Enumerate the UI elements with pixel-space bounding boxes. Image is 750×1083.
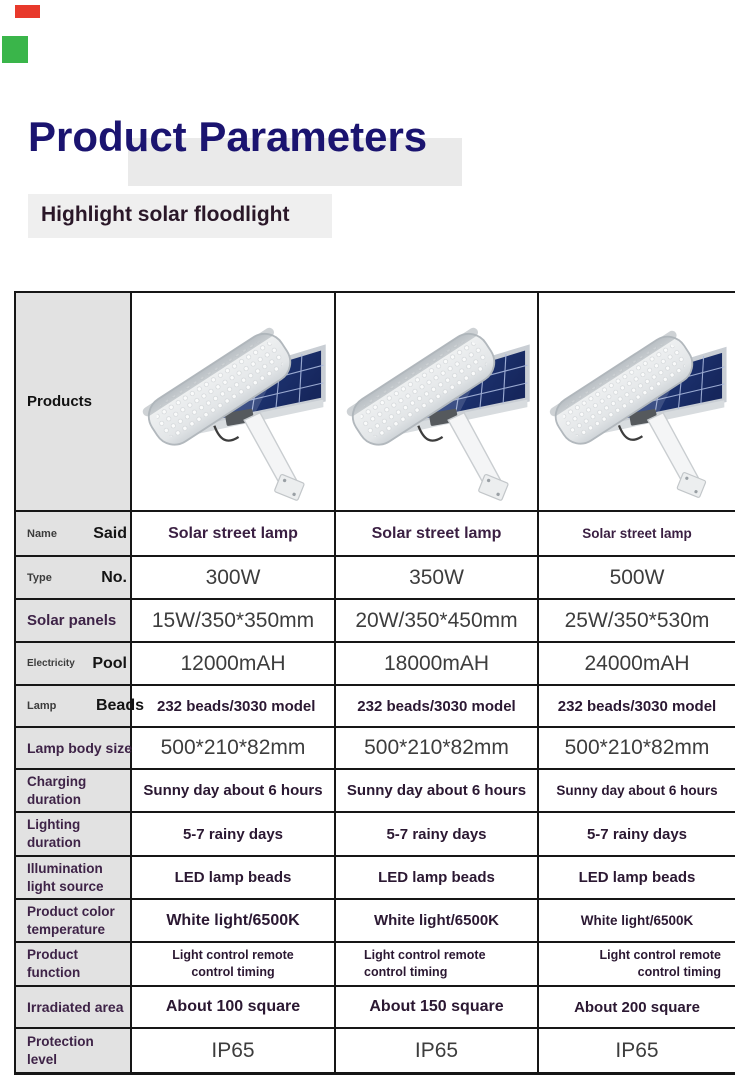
value-area-2: About 150 square bbox=[336, 987, 539, 1029]
value-function-2: Light control remote control timing bbox=[336, 943, 539, 987]
label-pool: Pool bbox=[92, 654, 127, 672]
value-lighting-3: 5-7 rainy days bbox=[539, 813, 735, 857]
value-name-2: Solar street lamp bbox=[336, 512, 539, 557]
row-label-color-temperature: Product color temperature bbox=[16, 900, 132, 943]
value-function-3: Light control remote control timing bbox=[539, 943, 735, 987]
row-label-illumination-source: Illumination light source bbox=[16, 857, 132, 900]
product-photo-cell-1 bbox=[132, 293, 336, 512]
value-lighting-1: 5-7 rainy days bbox=[132, 813, 336, 857]
value-solar-panels-2: 20W/350*450mm bbox=[336, 600, 539, 643]
value-light-source-1: LED lamp beads bbox=[132, 857, 336, 900]
value-area-3: About 200 square bbox=[539, 987, 735, 1029]
value-battery-1: 12000mAH bbox=[132, 643, 336, 686]
solar-street-lamp-photo-icon bbox=[343, 299, 531, 504]
value-light-source-2: LED lamp beads bbox=[336, 857, 539, 900]
label-electricity: Electricity bbox=[27, 658, 75, 669]
value-solar-panels-3: 25W/350*530m bbox=[539, 600, 735, 643]
label-type: Type bbox=[27, 571, 52, 584]
row-label-electricity bbox=[16, 643, 132, 686]
value-type-3: 500W bbox=[539, 557, 735, 600]
label-beads: Beads bbox=[95, 697, 144, 714]
value-function-1: Light control remote control timing bbox=[132, 943, 336, 987]
row-label-type bbox=[16, 557, 132, 600]
spec-table bbox=[14, 291, 735, 1075]
row-label-solar-panels: Solar panels bbox=[16, 600, 132, 643]
product-photo-cell-2 bbox=[336, 293, 539, 512]
red-decor-block bbox=[15, 5, 40, 18]
row-label-irradiated-area: Irradiated area bbox=[16, 987, 132, 1029]
value-name-3: Solar street lamp bbox=[539, 512, 735, 557]
value-charging-1: Sunny day about 6 hours bbox=[132, 770, 336, 813]
value-beads-2: 232 beads/3030 model bbox=[336, 686, 539, 728]
green-decor-block bbox=[2, 36, 28, 63]
value-solar-panels-1: 15W/350*350mm bbox=[132, 600, 336, 643]
label-said: Said bbox=[93, 524, 127, 542]
label-lamp: Lamp bbox=[27, 700, 57, 712]
row-label-protection-level: Protection level bbox=[16, 1029, 132, 1072]
value-ip-2: IP65 bbox=[336, 1029, 539, 1072]
label-name: Name bbox=[27, 527, 57, 540]
value-color-temp-2: White light/6500K bbox=[336, 900, 539, 943]
value-type-2: 350W bbox=[336, 557, 539, 600]
row-label-products bbox=[16, 293, 132, 512]
value-name-1: Solar street lamp bbox=[132, 512, 336, 557]
solar-street-lamp-photo-icon bbox=[546, 303, 728, 501]
value-ip-3: IP65 bbox=[539, 1029, 735, 1072]
solar-street-lamp-photo-icon bbox=[139, 299, 327, 504]
value-color-temp-1: White light/6500K bbox=[132, 900, 336, 943]
page-subtitle: Highlight solar floodlight bbox=[41, 203, 290, 226]
value-body-size-1: 500*210*82mm bbox=[132, 728, 336, 770]
row-label-lamp-beads bbox=[16, 686, 144, 728]
row-label-name bbox=[16, 512, 132, 557]
value-light-source-3: LED lamp beads bbox=[539, 857, 735, 900]
product-photo-cell-3 bbox=[539, 293, 735, 512]
value-battery-2: 18000mAH bbox=[336, 643, 539, 686]
value-body-size-2: 500*210*82mm bbox=[336, 728, 539, 770]
value-color-temp-3: White light/6500K bbox=[539, 900, 735, 943]
row-label-product-function: Product function bbox=[16, 943, 132, 987]
row-label-charging-duration: Charging duration bbox=[16, 770, 132, 813]
value-ip-1: IP65 bbox=[132, 1029, 336, 1072]
row-label-lighting-duration: Lighting duration bbox=[16, 813, 132, 857]
value-charging-3: Sunny day about 6 hours bbox=[539, 770, 735, 813]
row-label-lamp-body-size: Lamp body size bbox=[16, 728, 132, 770]
value-type-1: 300W bbox=[132, 557, 336, 600]
products-label: Products bbox=[27, 393, 93, 410]
value-battery-3: 24000mAH bbox=[539, 643, 735, 686]
value-beads-1: 232 beads/3030 model bbox=[132, 686, 336, 728]
value-lighting-2: 5-7 rainy days bbox=[336, 813, 539, 857]
value-body-size-3: 500*210*82mm bbox=[539, 728, 735, 770]
label-no: No. bbox=[101, 568, 127, 586]
value-area-1: About 100 square bbox=[132, 987, 336, 1029]
page-title: Product Parameters bbox=[28, 113, 428, 160]
value-charging-2: Sunny day about 6 hours bbox=[336, 770, 539, 813]
value-beads-3: 232 beads/3030 model bbox=[539, 686, 735, 728]
